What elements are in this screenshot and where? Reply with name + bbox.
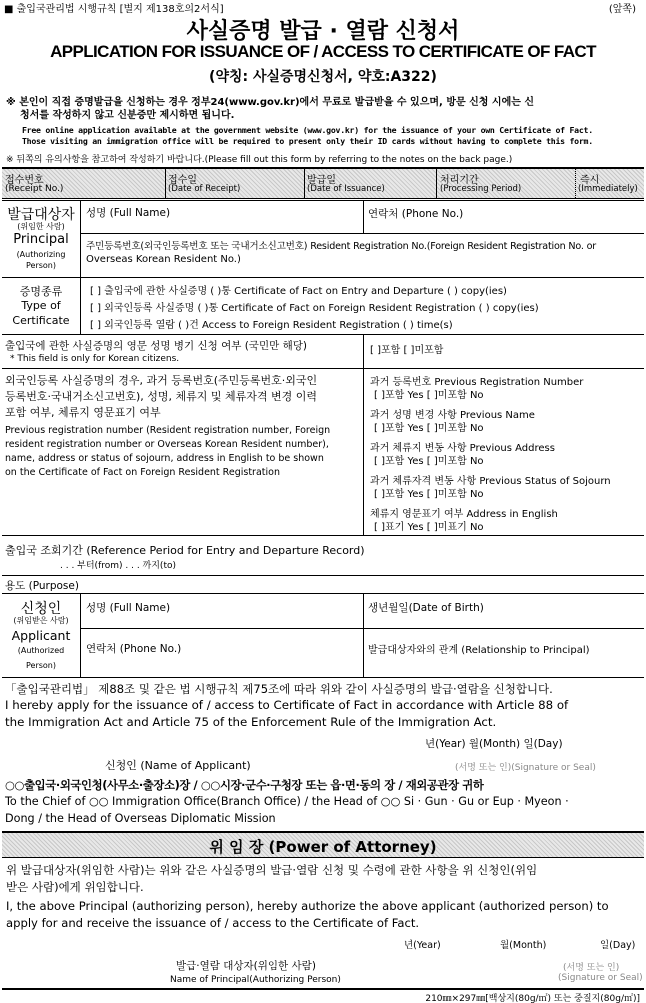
cert-type-label: 증명종류	[19, 285, 63, 298]
principal-label-en: Principal	[13, 232, 69, 247]
page-side: (앞쪽)	[608, 4, 636, 15]
notice-back-page: ※ 뒤쪽의 유의사항을 참고하여 작성하기 바랍니다.(Please fill out this form by referring to the notes on the back page.)	[6, 155, 513, 165]
poa-signature[interactable]: (서명 또는 인)	[563, 963, 620, 973]
issue-date-label: 발급일	[307, 175, 336, 186]
reference-period-dates[interactable]: . . . 부터(from) . . . 까지(to)	[60, 561, 176, 571]
previous-address-checkbox[interactable]: [ ]포함 Yes [ ]미포함 No	[374, 456, 484, 467]
paper-spec: 210㎜×297㎜[백상지(80g/㎡) 또는 중질지(80g/㎡)]	[425, 994, 640, 1003]
immediately-label-en: (Immediately)	[578, 184, 638, 194]
addressee-korean: ○○출입국·외국인청(사무소·출장소)장 / ○○시장·군수·구청장 또는 읍·면·동의 장 / 재외공관장 귀하	[5, 778, 484, 792]
notice-online-ko-2: 청서를 작성하지 않고 신분증만 제시하면 됩니다.	[20, 110, 235, 121]
english-name-checkbox[interactable]: [ ]포함 [ ]미포함	[370, 345, 444, 356]
previous-status-checkbox[interactable]: [ ]포함 Yes [ ]미포함 No	[374, 489, 484, 500]
english-name-note: * This field is only for Korean citizens.	[10, 354, 180, 364]
previous-info-label-en-2: resident registration number or Overseas Korean Resident number),	[5, 439, 329, 450]
subtitle: (약칭: 사실증명신청서, 약호:A322)	[209, 69, 437, 85]
poa-year[interactable]: 년(Year)	[404, 940, 441, 951]
principal-name-field[interactable]: 성명 (Full Name)	[86, 207, 171, 219]
applicant-phone-field[interactable]: 연락처 (Phone No.)	[86, 643, 182, 655]
cert-option-foreign-registration[interactable]: [ ] 외국인등록 사실증명 ( )통 Certificate of Fact on Foreign Resident Registration ( ) copy(ies)	[90, 303, 539, 314]
previous-registration-number-label: 과거 등록번호 Previous Registration Number	[370, 377, 584, 388]
applicant-dob-field[interactable]: 생년월일(Date of Birth)	[368, 602, 484, 614]
applicant-label-en: Applicant	[11, 628, 71, 643]
principal-phone-field[interactable]: 연락처 (Phone No.)	[368, 208, 464, 220]
applicant-label: 신청인	[20, 601, 62, 617]
poa-signature-en[interactable]: (Signature or Seal)	[558, 973, 643, 983]
principal-label-en-sub1: (Authorizing	[16, 250, 66, 259]
previous-info-label-en-4: on the Certificate of Fact on Foreign Resident Registration	[5, 467, 280, 478]
previous-name-label: 과거 성명 변경 사항 Previous Name	[370, 410, 535, 421]
receipt-no-label: 접수번호	[5, 175, 44, 186]
declaration-signature[interactable]: (서명 또는 인)(Signature or Seal)	[455, 763, 596, 773]
addressee-english-2: Dong / the Head of Overseas Diplomatic Mission	[5, 812, 276, 825]
applicant-label-en-sub1: (Authorized	[17, 646, 65, 655]
notice-online-en-1: Free online application available at the government website (www.gov.kr) for the issuance of your own Certificate of Fact.	[22, 125, 593, 135]
declaration-date[interactable]: 년(Year) 월(Month) 일(Day)	[425, 738, 563, 750]
receipt-date-label: 접수일	[168, 175, 197, 186]
cert-option-entry-departure[interactable]: [ ] 출입국에 관한 사실증명 ( )통 Certificate of Fact on Entry and Departure ( ) copy(ies)	[90, 286, 507, 297]
address-english-checkbox[interactable]: [ ]표기 Yes [ ]미표기 No	[374, 522, 484, 533]
applicant-name-field[interactable]: 성명 (Full Name)	[86, 602, 171, 614]
poa-day[interactable]: 일(Day)	[600, 940, 636, 951]
declaration-english-1: I hereby apply for the issuance of / access to Certificate of Fact in accordance with Article 88 of	[5, 698, 569, 712]
declaration-applicant-name[interactable]: 신청인 (Name of Applicant)	[105, 759, 251, 772]
cert-type-label-en2: Certificate	[12, 314, 70, 327]
poa-month[interactable]: 월(Month)	[500, 940, 547, 951]
principal-label-sub: (위임한 사람)	[17, 222, 65, 231]
title-korean: 사실증명 발급 · 열람 신청서	[186, 19, 460, 44]
previous-registration-number-checkbox[interactable]: [ ]포함 Yes [ ]미포함 No	[374, 390, 484, 401]
poa-principal-label: 발급·열람 대상자(위임한 사람)	[176, 960, 316, 972]
cert-type-label-en1: Type of	[21, 299, 61, 312]
previous-info-label-2: 등록번호·국내거소신고번호), 성명, 체류지 및 체류자격 변경 이력	[5, 390, 318, 403]
previous-info-label-en-1: Previous registration number (Resident registration number, Foreign	[5, 425, 331, 436]
cert-option-access[interactable]: [ ] 외국인등록 열람 ( )건 Access to Foreign Resident Registration ( ) time(s)	[90, 320, 453, 331]
poa-english-1: I, the above Principal (authorizing person), hereby authorize the above applicant (authorized person) to	[6, 899, 609, 913]
issue-date-label-en: (Date of Issuance)	[307, 184, 385, 194]
applicant-label-sub: (위임받은 사람)	[13, 616, 69, 625]
principal-label-en-sub2: Person)	[25, 261, 56, 270]
previous-info-label-en-3: name, address or status of sojourn, address in English to be shown	[5, 453, 324, 464]
previous-address-label: 과거 체류지 변동 사항 Previous Address	[370, 443, 555, 454]
poa-principal-label-en: Name of Principal(Authorizing Person)	[170, 975, 341, 985]
previous-name-checkbox[interactable]: [ ]포함 Yes [ ]미포함 No	[374, 423, 484, 434]
form-reference: ■ 출입국관리법 시행규칙 [별지 제138호의2서식]	[4, 4, 224, 15]
poa-korean-1: 위 발급대상자(위임한 사람)는 위와 같은 사실증명의 발급·열람 신청 및 수령에 관한 사항을 위 신청인(위임	[6, 863, 538, 877]
address-english-label: 체류지 영문표기 여부 Address in English	[370, 509, 558, 520]
applicant-label-en-sub2: Person)	[25, 661, 56, 670]
title-english: APPLICATION FOR ISSUANCE OF / ACCESS TO CERTIFICATE OF FACT	[50, 42, 596, 61]
processing-period-label-en: (Processing Period)	[440, 184, 522, 194]
principal-label: 발급대상자	[7, 207, 75, 223]
poa-korean-2: 받은 사람)에게 위임합니다.	[6, 880, 144, 894]
declaration-english-2: the Immigration Act and Article 75 of the Enforcement Rule of the Immigration Act.	[5, 715, 497, 729]
principal-registration-field[interactable]: 주민등록번호(외국인등록번호 또는 국내거소신고번호) Resident Registration No.(Foreign Resident Registration No. or	[86, 241, 596, 252]
previous-info-label-3: 포함 여부, 체류지 영문표기 여부	[5, 406, 161, 419]
reference-period-label: 출입국 조회기간 (Reference Period for Entry and Departure Record)	[5, 544, 365, 557]
receipt-no-label-en: (Receipt No.)	[5, 184, 64, 194]
addressee-english-1: To the Chief of ○○ Immigration Office(Branch Office) / the Head of ○○ Si · Gun · Gu or Eup · Myeon ·	[5, 795, 569, 808]
poa-title: 위 임 장 (Power of Attorney)	[209, 838, 437, 856]
purpose-field[interactable]: 용도 (Purpose)	[5, 580, 79, 592]
applicant-relationship-field[interactable]: 발급대상자와의 관계 (Relationship to Principal)	[368, 645, 590, 656]
declaration-korean: 「출입국관리법」 제88조 및 같은 법 시행규칙 제75조에 따라 위와 같이 사실증명의 발급·열람을 신청합니다.	[5, 682, 553, 696]
notice-online-en-2: Those visiting an immigration office will be required to present only their ID cards without having to complete this form.	[22, 136, 593, 146]
previous-status-label: 과거 체류자격 변동 사항 Previous Status of Sojourn	[370, 476, 611, 487]
immediately-label: 즉시	[580, 175, 600, 186]
poa-english-2: apply for and receive the issuance of / access to the Certificate of Fact.	[6, 916, 420, 930]
receipt-date-label-en: (Date of Receipt)	[168, 184, 241, 194]
principal-registration-field-cont: Overseas Korean Resident No.)	[86, 254, 241, 265]
previous-info-label-1: 외국인등록 사실증명의 경우, 과거 등록번호(주민등록번호·외국인	[5, 374, 318, 387]
english-name-question: 출입국에 관한 사실증명의 영문 성명 병기 신청 여부 (국민만 해당)	[5, 340, 307, 352]
processing-period-label: 처리기간	[440, 175, 479, 186]
notice-online-ko-1: ※ 본인이 직접 증명발급을 신청하는 경우 정부24(www.gov.kr)에서 무료로 발급받을 수 있으며, 방문 신청 시에는 신	[6, 97, 535, 108]
